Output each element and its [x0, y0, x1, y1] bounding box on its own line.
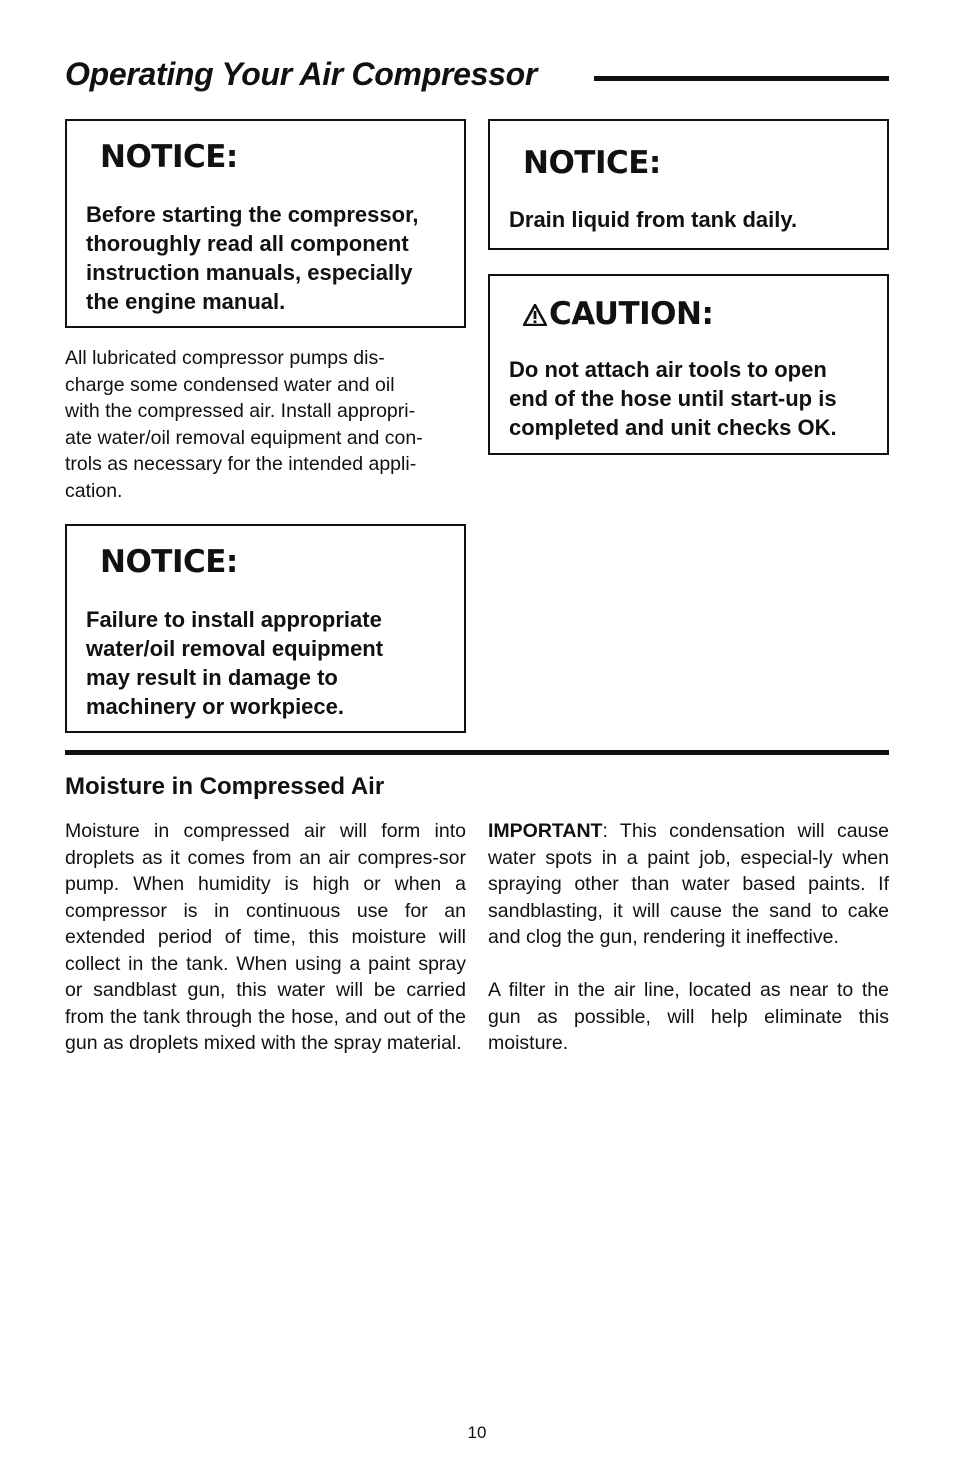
title-rule: [594, 76, 889, 81]
notice-text-line: the engine manual.: [86, 289, 286, 314]
paragraph-line: All lubricated compressor pumps dis-: [65, 347, 385, 369]
caution-heading-label: CAUTION:: [549, 296, 714, 332]
notice-text: [86, 200, 419, 316]
notice-text: [509, 205, 797, 234]
warning-triangle-icon: [523, 298, 547, 334]
notice-text-line: may result in damage to: [86, 665, 338, 690]
notice-text-line: thoroughly read all component: [86, 231, 409, 256]
caution-text-line: Do not attach air tools to open: [509, 357, 827, 382]
important-label: IMPORTANT: [488, 820, 603, 842]
page-number: 10: [467, 1423, 487, 1442]
paragraph-line: charge some condensed water and oil: [65, 373, 395, 396]
paragraph-line: with the compressed air. Install appropri-: [65, 400, 416, 422]
notice-text-line: instruction manuals, especially: [86, 260, 413, 285]
notice-text-line: machinery or workpiece.: [86, 694, 344, 719]
notice-text-line: Failure to install appropriate: [86, 607, 382, 632]
important-paragraph: [488, 818, 889, 951]
notice-heading: NOTICE:: [523, 145, 661, 181]
notice-box-read-manuals: [65, 119, 466, 328]
notice-text-line: water/oil removal equipment: [86, 636, 384, 661]
notice-box-drain-tank: [488, 119, 889, 250]
section-rule: [65, 750, 889, 755]
moisture-paragraph: Moisture in compressed air will form into droplets as it comes from an air compres-sor pump. When humidity is high or when a compressor is in continuous use for an extended period of time, this moisture will collect in the tank. When using a paint spray or sandblast gun, this water will be carried from the tank through the hose, and out of the gun as droplets mixed with the spray material.: [65, 820, 466, 1054]
lubrication-paragraph: [65, 345, 470, 504]
notice-text-line: Before starting the compressor,: [86, 202, 419, 227]
important-text: : This condensation will cause water spots in a paint job, especial-ly when spraying other than water based paints. If sandblasting, it will cause the sand to cake and clog the gun, rendering it ineffective.: [488, 820, 889, 948]
page-title: Operating Your Air Compressor: [65, 56, 537, 92]
notice-text-line: Drain liquid from tank daily.: [509, 207, 798, 232]
paragraph-line: ate water/oil removal equipment and con-: [65, 426, 423, 449]
caution-text-line: completed and unit checks OK.: [509, 415, 837, 440]
notice-heading: NOTICE:: [100, 139, 238, 175]
caution-box-air-tools: [488, 274, 889, 455]
notice-text: [86, 605, 383, 721]
paragraph-line: trols as necessary for the intended appli-: [65, 453, 417, 475]
caution-text-line: end of the hose until start-up is: [509, 386, 837, 411]
filter-paragraph: A filter in the air line, located as near to the gun as possible, will help eliminate this moisture.: [488, 979, 889, 1054]
caution-heading: [523, 296, 713, 334]
notice-heading: NOTICE:: [100, 544, 238, 580]
caution-text: [509, 355, 837, 442]
notice-box-removal-equipment: [65, 524, 466, 733]
paragraph-line: cation.: [65, 479, 123, 502]
section-title: Moisture in Compressed Air: [65, 773, 385, 800]
